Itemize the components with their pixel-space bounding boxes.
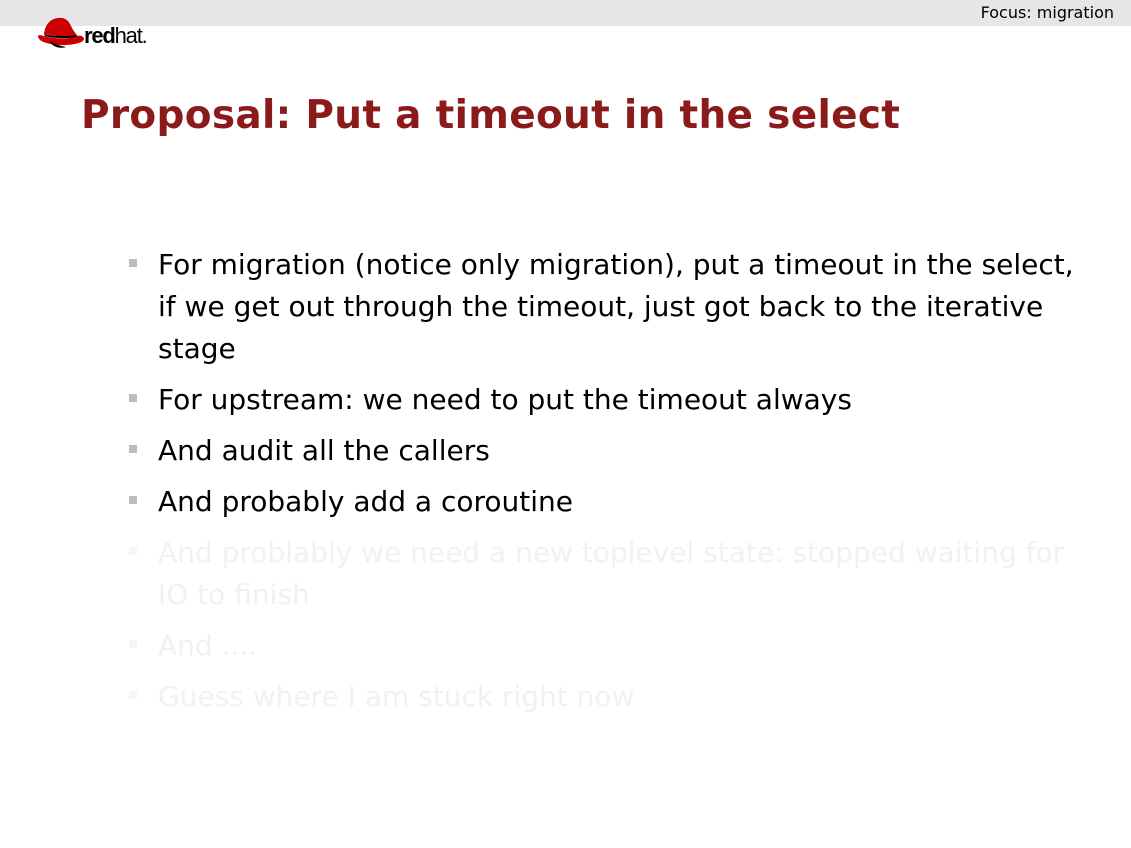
bullet-item — [128, 430, 1078, 472]
bullet-text: And probably add a coroutine — [158, 485, 574, 518]
bullet-text: Guess where I am stuck right now — [158, 680, 635, 713]
bullet-text: And audit all the callers — [158, 434, 490, 467]
redhat-wordmark: redhat. — [84, 23, 147, 48]
slide-title: Proposal: Put a timeout in the select — [81, 93, 901, 138]
bullet-list — [128, 244, 1078, 727]
bullet-item — [128, 481, 1078, 523]
bullet-marker-icon — [129, 259, 137, 267]
bullet-item-faded — [128, 532, 1078, 616]
bullet-item — [128, 379, 1078, 421]
bullet-marker-icon — [129, 547, 137, 555]
bullet-item-faded — [128, 676, 1078, 718]
bullet-marker-icon — [129, 691, 137, 699]
redhat-logo — [36, 14, 147, 50]
section-label: Focus: migration — [980, 3, 1114, 22]
bullet-item-faded — [128, 625, 1078, 667]
bullet-text: For migration (notice only migration), put a timeout in the select, if we get out through the timeout, just got back to the iterative stage — [158, 248, 1074, 365]
bullet-text: For upstream: we need to put the timeout always — [158, 383, 852, 416]
redhat-shadowman-icon — [36, 14, 86, 50]
bullet-marker-icon — [129, 640, 137, 648]
bullet-marker-icon — [129, 445, 137, 453]
bullet-item — [128, 244, 1078, 370]
top-bar — [0, 0, 1131, 26]
bullet-text: And problably we need a new toplevel state: stopped waiting for IO to finish — [158, 536, 1065, 611]
bullet-text: And .... — [158, 629, 258, 662]
bullet-marker-icon — [129, 394, 137, 402]
bullet-marker-icon — [129, 496, 137, 504]
